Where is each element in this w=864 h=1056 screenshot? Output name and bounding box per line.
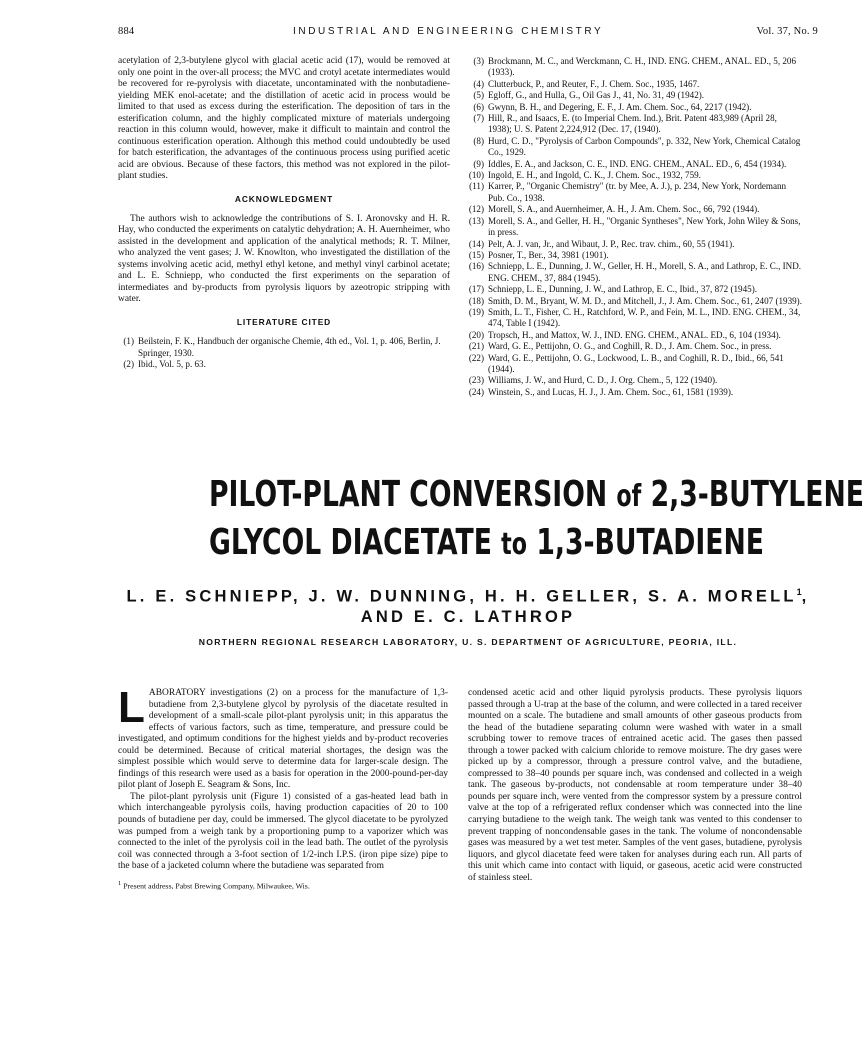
reference-number: (3) bbox=[473, 56, 484, 66]
reference-text: Clutterbuck, P., and Reuter, F., J. Chem. Soc., 1935, 1467. bbox=[488, 78, 700, 89]
reference-item bbox=[468, 330, 802, 341]
reference-text: Williams, J. W., and Hurd, C. D., J. Org. Chem., 5, 122 (1940). bbox=[488, 375, 718, 386]
reference-number: (24) bbox=[468, 386, 484, 397]
reference-item bbox=[468, 102, 802, 113]
reference-number: (14) bbox=[468, 238, 484, 249]
reference-item bbox=[468, 79, 802, 90]
reference-list-left bbox=[118, 336, 450, 370]
reference-text: Tropsch, H., and Mattox, W. J., IND. ENG. CHEM., ANAL. ED., 6, 104 (1934). bbox=[488, 329, 781, 340]
footnote bbox=[118, 879, 448, 892]
reference-text: Morell, S. A., and Geller, H. H., "Organic Syntheses", New York, John Wiley & Sons, in press. bbox=[488, 215, 801, 238]
reference-number: (18) bbox=[468, 295, 484, 306]
reference-item bbox=[468, 136, 802, 159]
page-number: 884 bbox=[118, 26, 135, 37]
reference-text: Iddles, E. A., and Jackson, C. E., IND. ENG. CHEM., ANAL. ED., 6, 454 (1934). bbox=[488, 158, 787, 169]
reference-text: Ward, G. E., Pettijohn, O. G., and Coghill, R. D., J. Am. Chem. Soc., in press. bbox=[488, 341, 772, 352]
reference-item bbox=[468, 56, 802, 79]
reference-number: (11) bbox=[469, 181, 484, 192]
reference-number: (21) bbox=[468, 341, 484, 352]
acknowledgment-text: The authors wish to acknowledge the contributions of S. I. Aronovsky and H. R. Hay, who conducted the experiments on catalytic dehydration; A. H. Auernheimer, who assisted in the development and application of the analytical methods; R. T. Milner, who analyzed the vent gases; J. W. Knowlton, who investigated the distillation of the systems involving acetic acid, methyl ethyl ketone, and methyl vinyl carbinol acetate; and L. E. Schniepp, who conducted the first experiments on the separation of intermediates and by-products from pyrolysis liquors by azeotropic stripping with water. bbox=[118, 213, 450, 305]
reference-number: (10) bbox=[468, 170, 484, 181]
reference-number: (20) bbox=[468, 329, 484, 340]
reference-number: (8) bbox=[473, 135, 484, 146]
bottom-right-column bbox=[468, 688, 802, 884]
reference-item bbox=[468, 250, 802, 261]
article-title-block bbox=[118, 472, 864, 647]
reference-text: Hill, R., and Isaacs, E. (to Imperial Chem. Ind.), Brit. Patent 483,989 (April 28, 1938); U. S. Patent 2,224,912 (Dec. 17, (1940). bbox=[488, 113, 777, 135]
reference-number: (9) bbox=[473, 158, 484, 169]
reference-item bbox=[468, 159, 802, 170]
reference-item bbox=[118, 336, 450, 359]
article-title-line-1: PILOT-PLANT CONVERSION of 2,3-BUTYLENE bbox=[209, 474, 864, 515]
running-header bbox=[118, 26, 818, 42]
reference-item bbox=[468, 170, 802, 181]
reference-number: (15) bbox=[468, 249, 484, 260]
reference-number: (2) bbox=[123, 359, 134, 370]
reference-text: Schniepp, L. E., Dunning, J. W., Geller, H. H., Morell, S. A., and Lathrop, E. C., IND. ENG. CHEM., 37, 884 (1945). bbox=[488, 261, 802, 283]
reference-text: Smith, L. T., Fisher, C. H., Ratchford, W. P., and Fein, M. L., IND. ENG. CHEM., 34, 474, Table I (1942). bbox=[488, 306, 801, 329]
body-paragraph: condensed acetic acid and other liquid pyrolysis products. These pyrolysis liquors passed through a U-trap at the base of the column, and were collected in a tared receiver mounted on a scale. The butadiene and small amounts of other gaseous products from the head of the butadiene separating column were washed with water in a small scrubbing tower to remove traces of entrained acetic acid. The gases then passed through a tower packed with calcium chloride to remove moisture. The dry gases were picked up by a compressor, through a pressure control valve, and the butadiene, compressed to 38–40 pounds per square inch, was condensed and collected in a weigh tank. The gaseous by-products, not condensable at room temperature under 38–40 pounds per square inch, were vented from the compressor system by a pressure control valve at the top of a refrigerated reflux condenser which was connected into the line carrying butadiene to the weigh tank. The weigh tank was vented to this condenser to prevent trapping of noncondensable gases in the tank. The volume of noncondensable gases was measured by a wet test meter. Samples of the vent gases, butadiene, pyrolysis liquors, and glycol diacetate feed were taken for analyses during each run. All parts of this unit which came into contact with liquid, or gaseous, acetic acid were constructed of stainless steel. bbox=[468, 688, 802, 883]
top-left-column bbox=[118, 56, 450, 371]
reference-number: (7) bbox=[473, 113, 484, 124]
reference-item bbox=[468, 353, 802, 376]
reference-text: Smith, D. M., Bryant, W. M. D., and Mitchell, J., J. Am. Chem. Soc., 61, 2407 (1939). bbox=[488, 295, 802, 306]
reference-text: Schniepp, L. E., Dunning, J. W., and Lathrop, E. C., Ibid., 37, 872 (1945). bbox=[488, 284, 757, 295]
drop-cap: L bbox=[118, 683, 145, 732]
reference-text: Ibid., Vol. 5, p. 63. bbox=[138, 359, 206, 370]
continued-paragraph: acetylation of 2,3-butylene glycol with glacial acetic acid (17), would be removed at only one point in the over-all process; the MVC and crotyl acetate intermediates would be recovered for re-pyrolysis with diacetate, uncontaminated with the nonbutadiene-yielding MEK enol-acetate; and the distillation of acetic acid in process would be limited to that used as excess during the esterification. The deposition of tars in the esterification column, and the highly complicated mixture of materials undergoing reaction in this column would, however, make it difficult to maintain and control the continuous esterification operation. Although this method could undoubtedly be used for batch esterification, the advantages of the continuous process using purified acetic acid are obvious. Because of these factors, this method was not explored in the pilot-plant studies. bbox=[118, 56, 450, 182]
author-footnote-marker: 1 bbox=[796, 587, 802, 597]
reference-number: (23) bbox=[468, 375, 484, 386]
reference-number: (16) bbox=[468, 261, 484, 272]
acknowledgment-heading: ACKNOWLEDGMENT bbox=[234, 194, 334, 205]
intro-paragraph: LABORATORY investigations (2) on a process for the manufacture of 1,3-butadiene from 2,3-butylene glycol by pyrolysis of the diacetate resulted in development of a small-scale pilot-plant pyrolysis unit; in this apparatus the effects of various factors, such as time, temperature, and pressure could be investigated, and optimum conditions for the highest yields and by-product recoveries could be determined. Because of critical material shortages, the design was the simplest possible which would serve to determine data for larger-scale design. The findings of this research were used as a basis for operation in the 2000-pound-per-day pilot plant of Joseph E. Seagram & Sons, Inc. bbox=[118, 683, 448, 791]
reference-text: Egloff, G., and Hulla, G., Oil Gas J., 41, No. 31, 49 (1942). bbox=[488, 90, 705, 101]
reference-item bbox=[118, 359, 450, 370]
reference-item bbox=[468, 261, 802, 284]
volume-info: Vol. 37, No. 9 bbox=[756, 26, 818, 37]
reference-text: Brockmann, M. C., and Werckmann, C. H., IND. ENG. CHEM., ANAL. ED., 5, 206 (1933). bbox=[488, 56, 797, 78]
reference-item bbox=[468, 90, 802, 101]
reference-number: (17) bbox=[468, 284, 484, 295]
reference-item bbox=[468, 181, 802, 204]
reference-item bbox=[468, 239, 802, 250]
reference-item bbox=[468, 296, 802, 307]
reference-text: Gwynn, B. H., and Degering, E. F., J. Am. Chem. Soc., 64, 2217 (1942). bbox=[488, 101, 752, 112]
reference-text: Posner, T., Ber., 34, 3981 (1901). bbox=[488, 249, 609, 260]
reference-item bbox=[468, 204, 802, 215]
affiliation: NORTHERN REGIONAL RESEARCH LABORATORY, U. S. DEPARTMENT OF AGRICULTURE, PEORIA, ILL. bbox=[198, 636, 738, 647]
top-right-column bbox=[468, 56, 802, 398]
article-title-line-2: GLYCOL DIACETATE to 1,3-BUTADIENE bbox=[209, 522, 764, 563]
reference-number: (1) bbox=[123, 336, 134, 347]
reference-number: (12) bbox=[468, 204, 484, 215]
reference-number: (22) bbox=[468, 352, 484, 363]
reference-item bbox=[468, 375, 802, 386]
reference-text: Ward, G. E., Pettijohn, O. G., Lockwood, L. B., and Coghill, R. D., Ibid., 66, 541 (1944). bbox=[488, 352, 784, 374]
reference-text: Ingold, E. H., and Ingold, C. K., J. Chem. Soc., 1932, 759. bbox=[488, 170, 701, 181]
reference-list-right bbox=[468, 56, 802, 398]
reference-text: Pelt, A. J. van, Jr., and Wibaut, J. P., Rec. trav. chim., 60, 55 (1941). bbox=[488, 238, 735, 249]
reference-text: Beilstein, F. K., Handbuch der organische Chemie, 4th ed., Vol. 1, p. 406, Berlin, J. Springer, 1930. bbox=[138, 336, 441, 358]
reference-text: Winstein, S., and Lucas, H. J., J. Am. Chem. Soc., 61, 1581 (1939). bbox=[488, 386, 734, 397]
reference-text: Morell, S. A., and Auernheimer, A. H., J. Am. Chem. Soc., 66, 792 (1944). bbox=[488, 204, 760, 215]
reference-item bbox=[468, 307, 802, 330]
reference-number: (13) bbox=[468, 215, 484, 226]
reference-text: Karrer, P., "Organic Chemistry" (tr. by Mee, A. J.), p. 234, New York, Nordemann Pub. Co., 1938. bbox=[488, 181, 787, 203]
reference-number: (4) bbox=[473, 78, 484, 89]
reference-item bbox=[468, 341, 802, 352]
body-paragraph: The pilot-plant pyrolysis unit (Figure 1) consisted of a gas-heated lead bath in which interchangeable pyrolysis coils, having production capacities of 20 to 100 pounds of butadiene per day, could be immersed. The glycol diacetate to be pyrolyzed was pumped from a weigh tank by a proportioning pump to a vaporizer which was connected to the inlet of the pyrolysis coil in the lead bath. The outlet of the pyrolysis coil was connected through a 3-foot section of 1/2-inch I.P.S. (iron pipe size) pipe to the base of a jacketed column where the butadiene was separated from bbox=[118, 791, 448, 872]
reference-item bbox=[468, 284, 802, 295]
footnote-marker: 1 bbox=[118, 879, 122, 887]
journal-title: INDUSTRIAL AND ENGINEERING CHEMISTRY bbox=[293, 26, 604, 37]
reference-item bbox=[468, 113, 802, 136]
reference-item bbox=[468, 216, 802, 239]
reference-text: Hurd, C. D., "Pyrolysis of Carbon Compounds", p. 332, New York, Chemical Catalog Co., 1929. bbox=[488, 135, 801, 158]
reference-number: (19) bbox=[468, 306, 484, 317]
reference-item bbox=[468, 387, 802, 398]
author-list: L. E. SCHNIEPP, J. W. DUNNING, H. H. GELLER, S. A. MORELL$^1$, AND E. C. LATHROP bbox=[126, 587, 810, 626]
bottom-left-column bbox=[118, 683, 448, 891]
footnote-text: Present address, Pabst Brewing Company, Milwaukee, Wis. bbox=[123, 881, 310, 891]
reference-number: (5) bbox=[473, 90, 484, 101]
reference-number: (6) bbox=[473, 101, 484, 112]
literature-cited-heading: LITERATURE CITED bbox=[236, 316, 332, 327]
